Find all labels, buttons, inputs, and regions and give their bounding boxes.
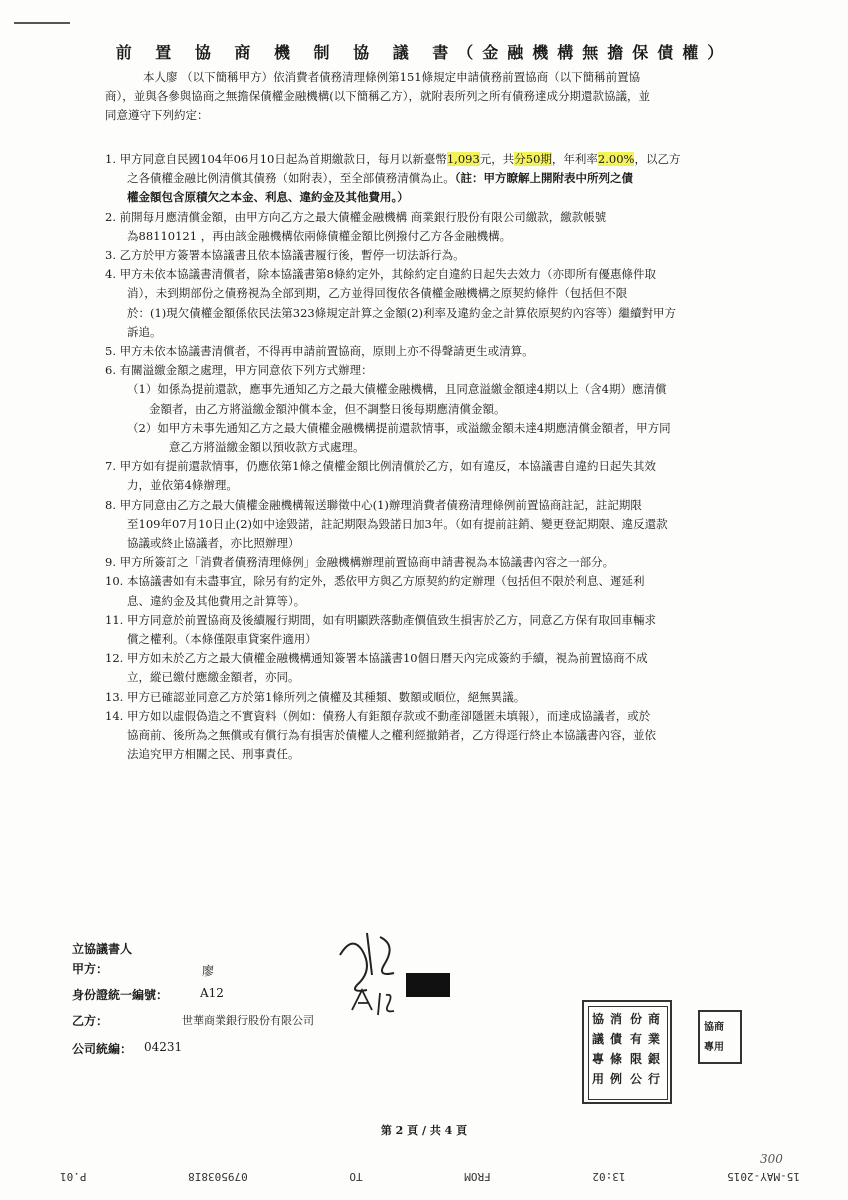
clause-5: 5. 甲方未依本協議書清償者，不得再申請前置協商，原則上亦不得聲請更生或清算。 (105, 344, 534, 359)
seal-char: 專用 (704, 1042, 724, 1053)
clause-line: 力，並依第4條辦理。 (127, 478, 238, 493)
handwritten-signature (322, 915, 482, 1025)
fax-header (60, 1170, 800, 1183)
fax-to: TO (349, 1170, 363, 1183)
payment-amount: 1,093 (446, 152, 480, 166)
clause-10 (105, 572, 795, 610)
seal-char: 消 (610, 1012, 623, 1026)
clause-2 (105, 208, 795, 246)
clause-line: 4. 甲方未依本協議書清償者，除本協議書第8條約定外，其餘約定自違約日起失去效力（亦即所有優惠條件取 (105, 267, 656, 282)
clause-4 (105, 265, 795, 342)
fax-page: P.01 (60, 1170, 87, 1183)
seal-char: 行 (648, 1072, 661, 1086)
seal-char: 協商 (704, 1022, 724, 1033)
corner-mark (14, 22, 70, 24)
small-seal (698, 1010, 742, 1064)
clause-line: 8. 甲方同意由乙方之最大債權金融機構報送聯徵中心(1)辦理消費者債務清理條例前置協商註記，註記期限 (105, 497, 642, 512)
seal-char: 條 (610, 1052, 623, 1066)
clause-list (105, 150, 795, 765)
page-number: 第 2 頁 / 共 4 頁 (380, 1124, 468, 1137)
party-b-label: 乙方： (72, 1014, 109, 1028)
clause-line: 6. 有關溢繳金額之處理，甲方同意依下列方式辦理： (105, 363, 373, 378)
clause-line: 法追究甲方相關之民、刑事責任。 (127, 747, 300, 762)
clause-12 (105, 649, 795, 687)
seal-char: 議 (592, 1032, 605, 1046)
clause-13: 13. 甲方已確認並同意乙方於第1條所列之債權及其種類、數額或順位，絕無異議。 (105, 689, 526, 704)
clause-line: 償之權利。（本條僅限車貸案件適用） (127, 632, 317, 647)
clause-line: 10. 本協議書如有未盡事宜，除另有約定外，悉依甲方與乙方原契約約定辦理（包括但不限於利息、遲延利 (105, 574, 645, 589)
clause-line: 協議或終止協議者，亦比照辦理） (127, 536, 300, 551)
clause-line: 2. 前開每月應清償金額，由甲方向乙方之最大債權金融機構 商業銀行股份有限公司繳款，繳款帳號 (105, 209, 607, 224)
clause-line: 12. 甲方如未於乙方之最大債權金融機構通知簽署本協議書10個日曆天內完成簽約手續，視為前置協商不成 (105, 651, 648, 666)
clause-text: ，以乙方 (634, 152, 681, 166)
clause-line: 14. 甲方如以虛假偽造之不實資料（例如：債務人有鉅額存款或不動產卻隱匿未填報），而達成協議者，或於 (105, 708, 651, 723)
fax-from: FROM (464, 1170, 491, 1183)
party-b-value: 世華商業銀行股份有限公司 (182, 1014, 314, 1027)
seal-char: 商 (648, 1012, 661, 1026)
seal-char: 有 (630, 1032, 643, 1046)
clause-line: （2）如甲方未事先通知乙方之最大債權金融機構提前還款情事，或溢繳金額未達4期應清償金額者，甲方同 (127, 420, 671, 435)
seal-char: 公 (630, 1072, 643, 1086)
clause-line: 11. 甲方同意於前置協商及後續履行期間，如有明顯跌落動產價值致生損害於乙方，同意乙方保有取回車輛求 (105, 612, 656, 627)
clause-line: 訴追。 (127, 324, 162, 339)
party-a-value: 廖 (202, 964, 215, 978)
clause-11 (105, 611, 795, 649)
clause-line: 於：(1)現欠債權金額係依民法第323條規定計算之金額(2)利率及違約金之計算依原契約內容等）繼續對甲方 (127, 305, 677, 320)
clause-1 (105, 150, 795, 208)
seal-char: 專 (592, 1052, 605, 1066)
clause-line: 立，縱已繳付應繳金額者，亦同。 (127, 670, 300, 685)
clause-line: （1）如係為提前還款，應事先通知乙方之最大債權金融機構，且同意溢繳金額達4期以上（含4期）應清償 (127, 382, 667, 397)
seal-char: 銀 (648, 1052, 661, 1066)
intro-paragraph (105, 68, 785, 125)
company-no-label: 公司統編： (72, 1042, 133, 1056)
seal-char: 限 (630, 1052, 643, 1066)
party-a-label: 甲方： (72, 962, 109, 976)
clause-6 (105, 361, 795, 457)
clause-3: 3. 乙方於甲方簽署本協議書且依本協議書履行後，暫停一切法訴行為。 (105, 248, 465, 263)
id-label: 身份證統一編號： (72, 988, 169, 1002)
clause-text: 1. 甲方同意自民國104年06月10日起為首期繳款日，每月以新臺幣 (105, 152, 447, 166)
fax-number: 0795038I8 (188, 1170, 248, 1183)
clause-9: 9. 甲方所簽訂之「消費者債務清理條例」金融機構辦理前置協商申請書視為本協議書內容之一部分。 (105, 555, 615, 570)
clause-text: ，年利率 (551, 152, 598, 166)
intro-line: 商），並與各參與協商之無擔保債權金融機構(以下簡稱乙方），就附表所列之所有債務達成分期還款協議，並 (105, 89, 650, 103)
clause-note: （註：甲方瞭解上開附表中所列之債 (454, 171, 633, 186)
clause-line: 至109年07月10日止(2)如中途毀諾，註記期限為毀諾日加3年。（如有提前註銷、變更登記期限、違反還款 (127, 516, 668, 531)
installment-periods: 分50期 (514, 152, 552, 166)
seal-char: 債 (610, 1032, 623, 1046)
seal-char: 份 (630, 1012, 643, 1026)
seal-char: 用 (592, 1072, 605, 1086)
clause-text: 之各債權金融比例清償其債務（如附表），至全部債務清償為止。 (127, 171, 455, 186)
clause-7 (105, 457, 795, 495)
intro-line: 本人廖 （以下簡稱甲方）依消費者債務清理條例第151條規定申請債務前置協商（以下簡稱前置協 (143, 70, 641, 84)
clause-line: 7. 甲方如有提前還款情事，仍應依第1條之債權金額比例清償於乙方，如有違反，本協議書自違約日起失其效 (105, 459, 656, 474)
clause-line: 為88110121 ，再由該金融機構依兩條債權金額比例撥付乙方各金融機構。 (127, 228, 512, 243)
interest-rate: 2.00% (597, 152, 635, 166)
seal-char: 例 (610, 1072, 623, 1086)
clause-line: 消），未到期部份之債務視為全部到期，乙方並得回復依各債權金融機構之原契約條件（包括但不限 (127, 286, 628, 301)
handwritten-note: 300 (760, 1152, 783, 1166)
intro-line: 同意遵守下列約定： (105, 108, 209, 122)
clause-14 (105, 707, 795, 765)
clause-line: 息、違約金及其他費用之計算等）。 (127, 593, 306, 608)
seal-char: 業 (648, 1032, 661, 1046)
fax-time: 13:02 (592, 1170, 626, 1183)
company-no-value: 04231 (144, 1040, 183, 1054)
signing-heading: 立協議書人 (72, 942, 133, 956)
clause-line: 意乙方將溢繳金額以預收款方式處理。 (169, 440, 365, 455)
clause-8 (105, 496, 795, 554)
clause-line: 協商前、後所為之無償或有償行為有損害於債權人之權利經撤銷者，乙方得逕行終止本協議書內容，並依 (127, 728, 656, 743)
document-title: 前 置 協 商 機 制 協 議 書（金融機構無擔保債權） (115, 43, 733, 62)
company-seal (582, 1000, 672, 1104)
clause-text: 元，共 (479, 152, 515, 166)
id-value: A12 (200, 986, 224, 1000)
clause-line: 金額者，由乙方將溢繳金額沖償本金，但不調整日後每期應清償金額。 (149, 401, 506, 416)
seal-char: 協 (592, 1012, 605, 1026)
fax-date: 15-MAY-2015 (727, 1170, 800, 1183)
clause-note: 權金額包含原積欠之本金、利息、違約金及其他費用。） (127, 190, 409, 205)
